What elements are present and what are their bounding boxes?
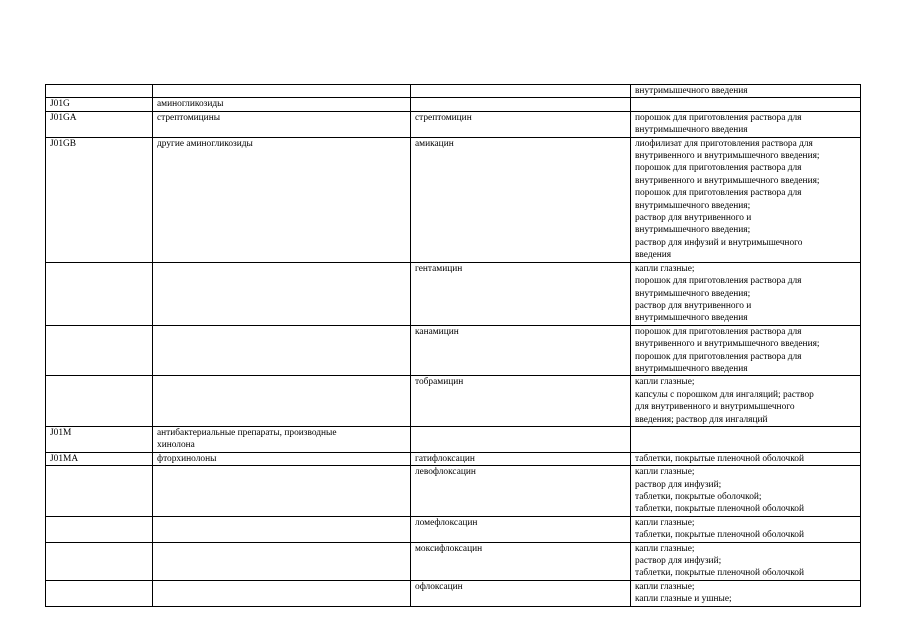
group-name-cell — [153, 325, 411, 376]
group-name-cell — [153, 580, 411, 606]
group-name-cell — [153, 542, 411, 580]
group-name-cell-line: другие аминогликозиды — [157, 138, 253, 149]
dosage-forms-cell-line: внутривенного и внутримышечного введения; — [635, 151, 820, 162]
table-row — [46, 325, 861, 376]
atc-code-cell — [46, 452, 153, 465]
group-name-cell-line: фторхинолоны — [157, 453, 217, 464]
dosage-forms-cell-line: таблетки, покрытые пленочной оболочкой — [635, 530, 804, 541]
table-row — [46, 111, 861, 137]
drug-name-cell — [411, 542, 631, 580]
group-name-cell — [153, 452, 411, 465]
drug-name-cell — [411, 426, 631, 452]
group-name-cell — [153, 98, 411, 111]
dosage-forms-cell-line: капли глазные; — [635, 467, 695, 478]
dosage-forms-cell-line: внутримышечного введения — [635, 86, 748, 96]
group-name-cell-line: аминогликозиды — [157, 99, 224, 110]
table-row — [46, 98, 861, 111]
table-row — [46, 452, 861, 465]
table-row — [46, 466, 861, 517]
drug-name-cell-text: офлоксацин — [415, 581, 463, 592]
group-name-cell-line: хинолона — [157, 440, 195, 451]
drug-name-cell-text: амикацин — [415, 138, 454, 149]
dosage-forms-cell — [631, 262, 861, 325]
atc-code-cell — [46, 98, 153, 111]
drug-name-cell — [411, 262, 631, 325]
group-name-cell — [153, 516, 411, 542]
group-name-cell — [153, 137, 411, 262]
dosage-forms-cell — [631, 466, 861, 517]
dosage-forms-cell-line: порошок для приготовления раствора для — [635, 326, 802, 337]
atc-code-cell — [46, 516, 153, 542]
dosage-forms-cell-line: капли глазные; — [635, 263, 695, 274]
table-row — [46, 516, 861, 542]
dosage-forms-cell-line: таблетки, покрытые пленочной оболочкой — [635, 453, 804, 464]
dosage-forms-cell-line: капсулы с порошком для ингаляций; раствор — [635, 389, 814, 400]
atc-code-cell — [46, 85, 153, 98]
drug-name-cell — [411, 376, 631, 427]
dosage-forms-cell-line: введения — [635, 250, 672, 261]
dosage-forms-cell-line: порошок для приготовления раствора для — [635, 163, 802, 174]
dosage-forms-cell-line: внутримышечного введения — [635, 363, 748, 374]
dosage-forms-cell-line: таблетки, покрытые пленочной оболочкой — [635, 504, 804, 515]
drug-name-cell — [411, 452, 631, 465]
dosage-forms-cell-line: раствор для инфузий и внутримышечного — [635, 237, 803, 248]
dosage-forms-cell — [631, 542, 861, 580]
drug-name-cell — [411, 516, 631, 542]
atc-code-cell — [46, 262, 153, 325]
group-name-cell — [153, 111, 411, 137]
dosage-forms-cell — [631, 137, 861, 262]
atc-code-cell-text: J01GB — [50, 138, 77, 149]
drug-name-cell-text: ломефлоксацин — [415, 517, 478, 528]
atc-code-cell-text: J01MA — [50, 453, 79, 464]
drug-name-cell — [411, 580, 631, 606]
dosage-forms-cell-line: раствор для внутривенного и — [635, 300, 752, 311]
drug-name-cell — [411, 325, 631, 376]
atc-code-cell — [46, 376, 153, 427]
drug-name-cell — [411, 111, 631, 137]
atc-code-cell-text: J01M — [50, 427, 72, 438]
dosage-forms-cell — [631, 452, 861, 465]
dosage-forms-cell-line: внутримышечного введения — [635, 125, 748, 136]
drug-name-cell — [411, 98, 631, 111]
dosage-forms-cell-line: раствор для внутривенного и — [635, 213, 752, 224]
atc-code-cell — [46, 426, 153, 452]
table-row — [46, 262, 861, 325]
group-name-cell — [153, 262, 411, 325]
dosage-forms-cell-line: для внутривенного и внутримышечного — [635, 402, 795, 413]
drug-name-cell-text: левофлоксацин — [415, 467, 476, 478]
dosage-forms-cell-line: порошок для приготовления раствора для — [635, 112, 802, 123]
dosage-forms-cell — [631, 580, 861, 606]
dosage-forms-cell — [631, 325, 861, 376]
atc-code-cell — [46, 325, 153, 376]
table-row — [46, 85, 861, 98]
atc-code-cell — [46, 580, 153, 606]
dosage-forms-cell — [631, 376, 861, 427]
dosage-forms-cell-line: внутривенного и внутримышечного введения; — [635, 175, 820, 186]
group-name-cell-line: антибактериальные препараты, производные — [157, 427, 337, 438]
group-name-cell — [153, 426, 411, 452]
drug-name-cell-text: тобрамицин — [415, 377, 464, 388]
group-name-cell-line: стрептомицины — [157, 112, 221, 123]
drug-registry-table — [45, 84, 861, 607]
drug-name-cell-text: стрептомицин — [415, 112, 472, 123]
drug-name-cell — [411, 137, 631, 262]
atc-code-cell — [46, 111, 153, 137]
group-name-cell — [153, 466, 411, 517]
atc-code-cell — [46, 137, 153, 262]
dosage-forms-cell-line: раствор для инфузий; — [635, 556, 722, 567]
dosage-forms-cell-line: введения; раствор для ингаляций — [635, 414, 768, 425]
dosage-forms-cell-line: лиофилизат для приготовления раствора для — [635, 138, 813, 149]
dosage-forms-cell-line: порошок для приготовления раствора для — [635, 351, 802, 362]
drug-name-cell — [411, 466, 631, 517]
dosage-forms-cell-line: внутримышечного введения; — [635, 288, 751, 299]
drug-name-cell-text: гатифлоксацин — [415, 453, 475, 464]
dosage-forms-cell — [631, 98, 861, 111]
dosage-forms-cell-line: капли глазные; — [635, 377, 695, 388]
dosage-forms-cell-line: порошок для приготовления раствора для — [635, 188, 802, 199]
atc-code-cell-text: J01GA — [50, 112, 77, 123]
table-row — [46, 137, 861, 262]
table-row — [46, 580, 861, 606]
dosage-forms-cell — [631, 111, 861, 137]
dosage-forms-cell-line: таблетки, покрытые пленочной оболочкой — [635, 568, 804, 579]
dosage-forms-cell-line: капли глазные; — [635, 581, 695, 592]
atc-code-cell — [46, 466, 153, 517]
dosage-forms-cell — [631, 516, 861, 542]
dosage-forms-cell-line: капли глазные; — [635, 517, 695, 528]
dosage-forms-cell — [631, 426, 861, 452]
atc-code-cell — [46, 542, 153, 580]
dosage-forms-cell-line: порошок для приготовления раствора для — [635, 276, 802, 287]
table-row — [46, 376, 861, 427]
drug-name-cell-text: гентамицин — [415, 263, 463, 274]
group-name-cell — [153, 376, 411, 427]
dosage-forms-cell-line: внутримышечного введения — [635, 313, 748, 324]
dosage-forms-cell-line: внутримышечного введения; — [635, 200, 751, 211]
dosage-forms-cell-line: капли глазные и ушные; — [635, 594, 732, 605]
table-row — [46, 426, 861, 452]
dosage-forms-cell — [631, 85, 861, 98]
drug-name-cell-text: канамицин — [415, 326, 459, 337]
dosage-forms-cell-line: капли глазные; — [635, 543, 695, 554]
dosage-forms-cell-line: раствор для инфузий; — [635, 479, 722, 490]
dosage-forms-cell-line: таблетки, покрытые оболочкой; — [635, 492, 762, 502]
dosage-forms-cell-line: внутримышечного введения; — [635, 225, 751, 236]
drug-name-cell-text: моксифлоксацин — [415, 543, 483, 554]
table-body — [46, 85, 861, 607]
drug-name-cell — [411, 85, 631, 98]
atc-code-cell-text: J01G — [50, 99, 70, 110]
dosage-forms-cell-line: внутривенного и внутримышечного введения; — [635, 339, 820, 350]
group-name-cell — [153, 85, 411, 98]
table-row — [46, 542, 861, 580]
